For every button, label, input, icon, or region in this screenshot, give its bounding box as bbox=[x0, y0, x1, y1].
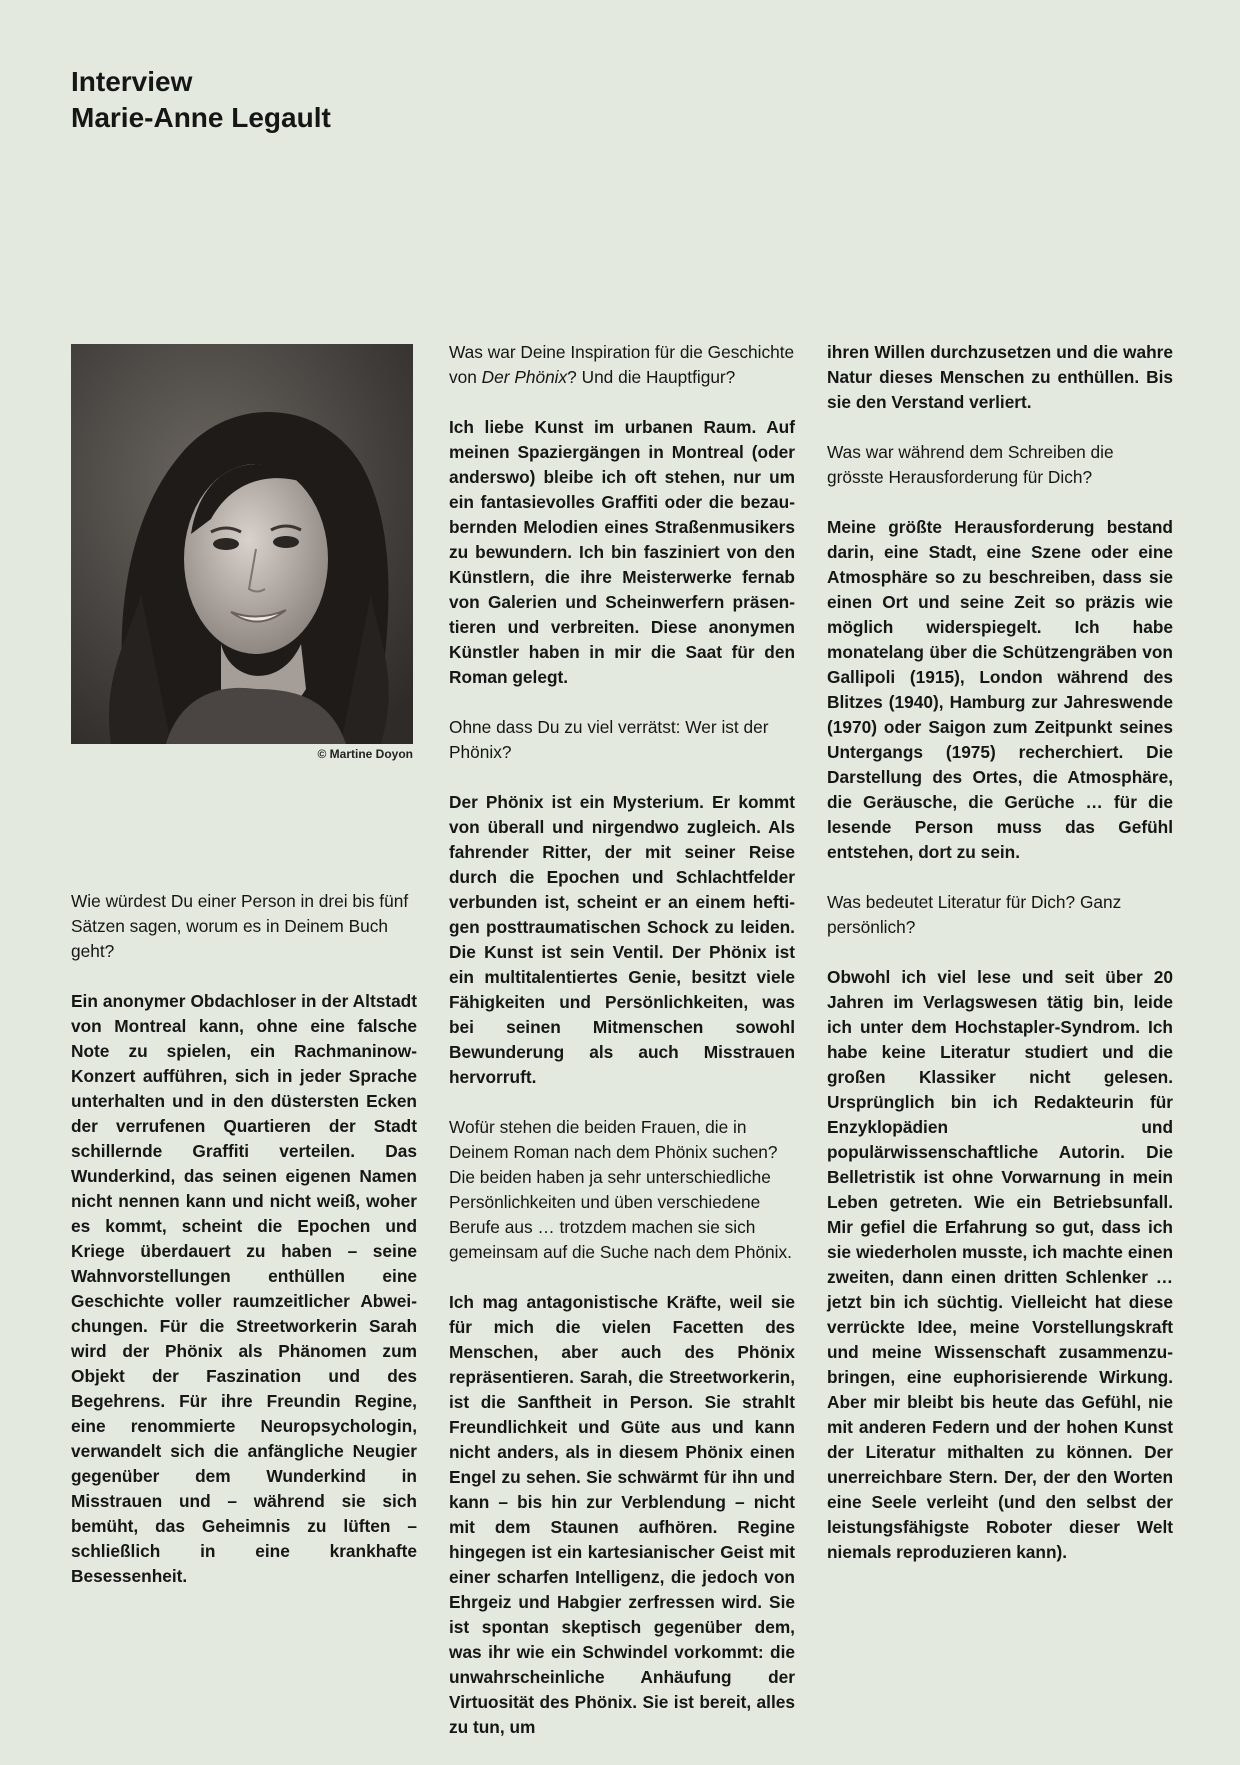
book-title: Der Phönix bbox=[481, 367, 568, 387]
question-5: Was war während dem Schreiben die grösste Herausforderung für Dich? bbox=[827, 442, 1114, 487]
question-4: Wofür stehen die beiden Frauen, die in Deinem Roman nach dem Phönix suchen? Die beiden haben ja sehr unterschiedliche Persönlichkeiten und üben verschiedene Berufe aus … trotzdem machen sie sich gemeinsam auf die Suche nach dem Phönix. bbox=[449, 1117, 792, 1262]
answer-3: Der Phönix ist ein Mysterium. Er kommt von überall und nirgendwo zugleich. Als fahrender Ritter, der mit seiner Reise durch die Epochen und Schlachtfelder verbunden ist, scheint er an einem heftigen posttraumatischen Schock zu leiden. Die Kunst ist sein Ventil. Der Phönix ist ein multitalentiertes Genie, besitzt viele Fähigkeiten und Persönlichkeiten, was bei seinen Mitmenschen sowohl Bewunderung als auch Misstrauen hervorruft. bbox=[449, 792, 795, 1087]
page-title bbox=[71, 64, 331, 136]
photo-credit: © Martine Doyon bbox=[317, 747, 413, 761]
question-2-part-2: ? Und die Hauptfigur? bbox=[567, 367, 736, 387]
title-line-author: Marie-Anne Legault bbox=[71, 102, 331, 133]
column-right bbox=[827, 340, 1173, 1590]
column-left bbox=[71, 889, 417, 1614]
question-6: Was bedeutet Literatur für Dich? Ganz persönlich? bbox=[827, 892, 1122, 937]
answer-6: Obwohl ich viel lese und seit über 20 Jahren im Verlagswesen tätig bin, leide ich unter dem Hochstapler-Syndrom. Ich habe keine Literatur studiert und die großen Klassiker nicht gelesen. Ursprünglich bin ich Redakteurin für Enzyklopädien und populärwissenschaftliche Autorin. Die Belletristik ist ohne Vorwarnung in mein Leben getreten. Wie ein Betriebsunfall. Mir gefiel die Erfahrung so gut, dass ich sie wiederholen musste, ich machte einen zweiten, dann einen dritten Schlenker … jetzt bin ich süchtig. Vielleicht hat diese verrückte Idee, meine Vorstellungskraft und meine Wissenschaft zusammenzubringen, eine euphorisierende Wirkung. Aber mir bleibt bis heute das Gefühl, nie mit anderen Federn und der hohen Kunst der Literatur mithalten zu können. Der unerreichbare Stern. Der, der den Worten eine Seele verleiht (und den selbst der leistungsfähigste Roboter dieser Welt niemals reproduzieren kann). bbox=[827, 967, 1173, 1562]
answer-5: Meine größte Herausforderung bestand darin, eine Stadt, eine Szene oder eine Atmosphäre so zu beschreiben, dass sie einen Ort und seine Zeit so präzis wie möglich widerspiegelt. Ich habe monatelang über die Schützengräben von Gallipoli (1915), London während des Blitzes (1940), Hamburg zur Jahreswende (1970) oder Saigon zum Zeitpunkt seines Untergangs (1975) recherchiert. Die Darstellung des Ortes, die Atmosphäre, die Geräusche, die Gerüche … für die lesende Person muss das Gefühl entstehen, dort zu sein. bbox=[827, 517, 1173, 862]
answer-2: Ich liebe Kunst im urbanen Raum. Auf meinen Spaziergängen in Montreal (oder anderswo) bleibe ich oft stehen, nur um ein fantasievolles Graffiti oder die bezaubernden Melodien eines Straßenmusikers zu bewundern. Ich bin fasziniert von den Künstlern, die ihre Meisterwerke fernab von Galerien und Scheinwerfern präsentieren und verbreiten. Diese anonymen Künstler haben in mir die Saat für den Roman gelegt. bbox=[449, 417, 795, 687]
answer-4: Ich mag antagonistische Kräfte, weil sie für mich die vielen Facetten des Menschen, aber auch des Phönix repräsentieren. Sarah, die Streetworkerin, ist die Sanftheit in Person. Sie strahlt Freundlichkeit und Güte aus und kann nicht anders, als in diesem Phönix einen Engel zu sehen. Sie schwärmt für ihn und kann – bis hin zur Verblendung – nicht mit dem Staunen aufhören. Regine hingegen ist ein kartesianischer Geist mit einer scharfen Intelligenz, die jedoch von Ehrgeiz und Habgier zerfressen wird. Sie ist spontan skeptisch gegenüber dem, was ihr wie ein Schwindel vorkommt: die unwahrscheinliche Anhäufung der Virtuosität des Phönix. Sie ist bereit, alles zu tun, um bbox=[449, 1292, 795, 1737]
answer-4-continued: ihren Willen durchzusetzen und die wahre Natur dieses Menschen zu enthüllen. Bis sie den Verstand verliert. bbox=[827, 342, 1173, 412]
portrait-drawing bbox=[71, 344, 413, 744]
question-3: Ohne dass Du zu viel verrätst: Wer ist der Phönix? bbox=[449, 717, 769, 762]
answer-1: Ein anonymer Obdachloser in der Altstadt von Montreal kann, ohne eine falsche Note zu spielen, ein Rachmaninow-Konzert aufführen, sich in jeder Sprache unterhalten und in den düstersten Ecken der verrufenen Quartieren der Stadt schillernde Graffiti verteilen. Das Wunderkind, das seinen eigenen Namen nicht nennen kann und nicht weiß, woher es kommt, scheint die Epochen und Kriege überdauert zu haben – seine Wahnvorstellungen enthüllen eine Geschichte voller raumzeitlicher Abweichungen. Für die Streetworkerin Sarah wird der Phönix als Phänomen zum Objekt der Faszination und des Begehrens. Für ihre Freundin Regine, eine renommierte Neuropsychologin, verwandelt sich die anfängliche Neugier gegenüber dem Wunderkind in Misstrauen und – während sie sich bemüht, das Geheimnis zu lüften – schließlich in eine krankhafte Besessenheit. bbox=[71, 991, 417, 1586]
question-1: Wie würdest Du einer Person in drei bis fünf Sätzen sagen, worum es in Deinem Buch geht? bbox=[71, 891, 409, 961]
question-2 bbox=[449, 340, 795, 390]
author-portrait bbox=[71, 344, 413, 744]
question-2-part-1: Was war Deine Inspiration für die Geschichte von bbox=[449, 342, 795, 387]
title-line-interview: Interview bbox=[71, 66, 193, 97]
column-middle bbox=[449, 340, 795, 1765]
